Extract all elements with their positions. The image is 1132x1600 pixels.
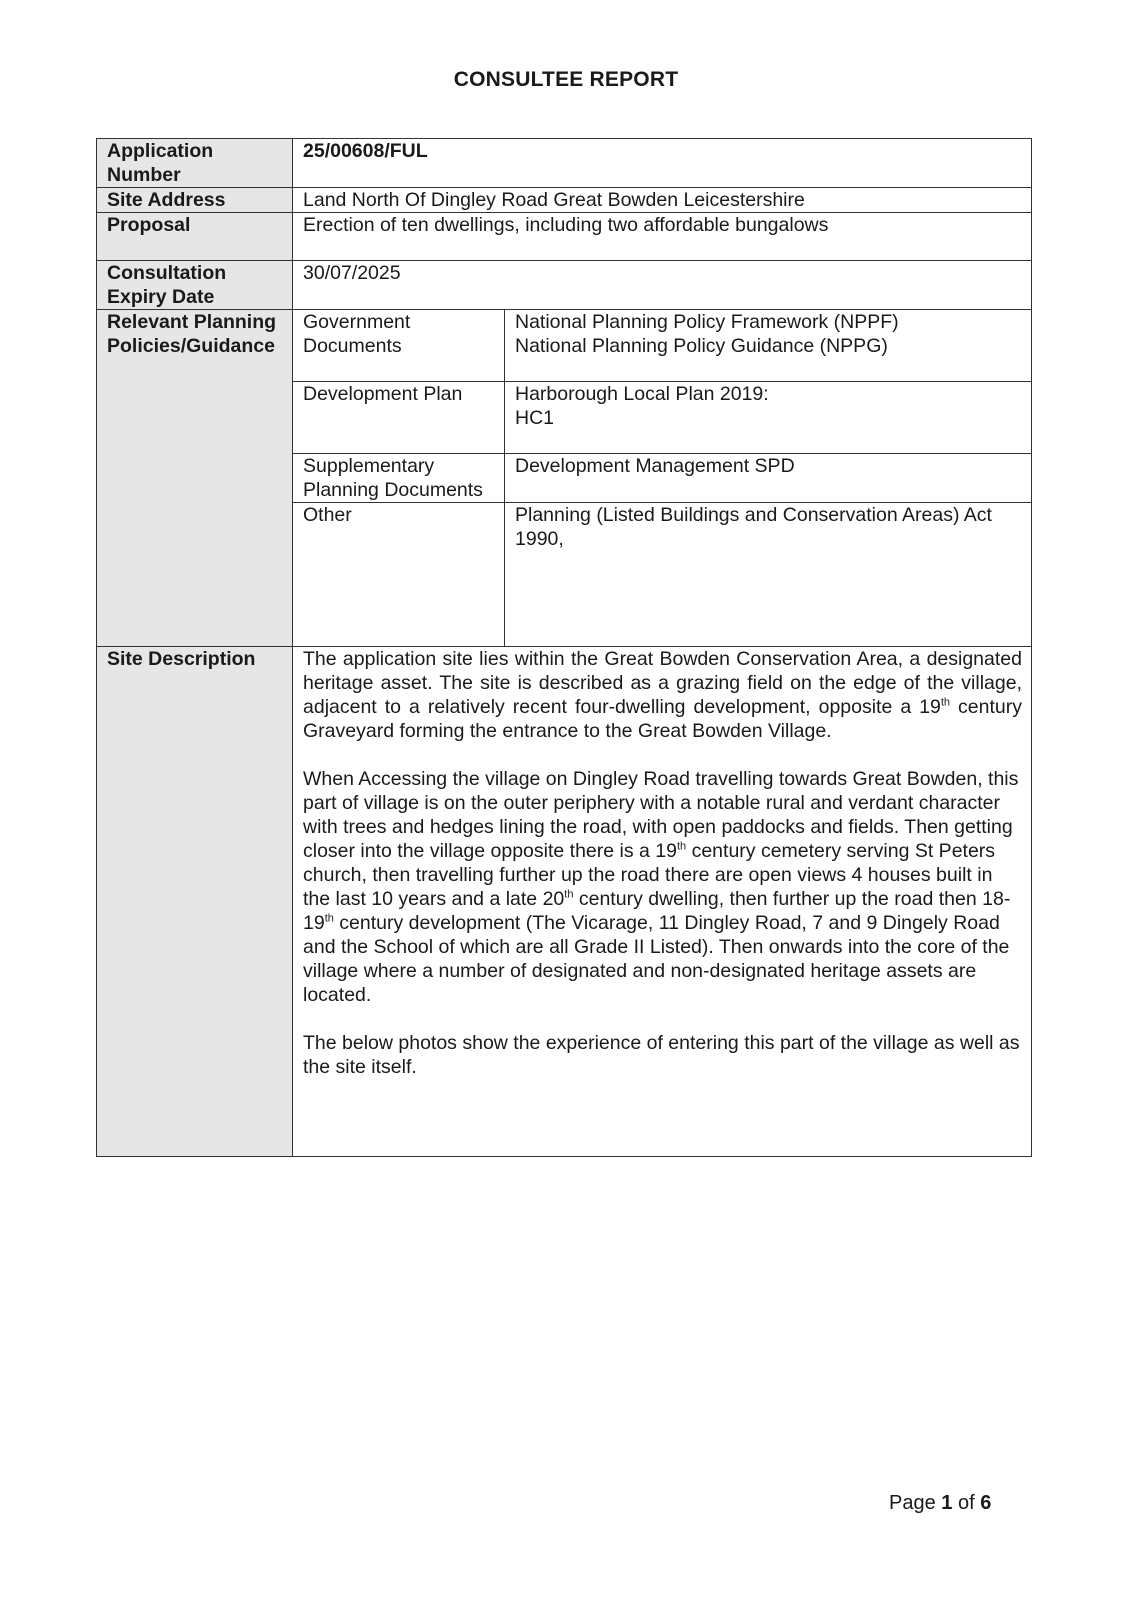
policy-line: National Planning Policy Framework (NPPF) [515, 311, 899, 333]
label-application-number: Application Number [97, 139, 293, 188]
row-site-description [97, 647, 1032, 1157]
policy-category-other: Other [293, 503, 505, 647]
policy-value-spd [505, 454, 1032, 503]
text-run: century cemetery serving St Peters church, then travelling further up the road there are open views 4 houses built in the last 10 years and a late 20 [303, 840, 996, 910]
label-site-description: Site Description [97, 647, 293, 1157]
row-site-address [97, 188, 1032, 213]
value-application-number: 25/00608/FUL [293, 139, 1032, 188]
page-title: CONSULTEE REPORT [453, 68, 679, 91]
row-policy-government [97, 310, 1032, 382]
policy-value-other [505, 503, 1032, 647]
value-consultation-expiry: 30/07/2025 [293, 261, 1032, 310]
page-current: 1 [941, 1492, 953, 1514]
label-site-address: Site Address [97, 188, 293, 213]
row-proposal [97, 213, 1032, 261]
text-run: century Graveyard forming the entrance to the Great Bowden Village. [303, 696, 1022, 742]
policy-line: National Planning Policy Guidance (NPPG) [515, 335, 888, 357]
text-run: century dwelling, then further up the road then 18-19 [303, 888, 1011, 934]
policy-line: Harborough Local Plan 2019: [515, 383, 769, 405]
site-description-paragraph-2 [303, 767, 1022, 1007]
site-description-paragraph-3: The below photos show the experience of entering this part of the village as well as the site itself. [303, 1032, 1020, 1078]
superscript: th [676, 840, 687, 853]
superscript: th [324, 912, 334, 925]
policy-category-spd: Supplementary Planning Documents [293, 454, 505, 503]
site-description-paragraph-1 [303, 647, 1022, 743]
label-policies: Relevant Planning Policies/Guidance [97, 310, 293, 647]
text-run: The application site lies within the Great Bowden Conservation Area, a designated heritage asset. The site is described as a grazing field on the edge of the village, adjacent to a relatively recent four-dwelling development, opposite a 19 [303, 648, 1022, 718]
page-prefix: Page [889, 1492, 936, 1514]
page-of: of [957, 1492, 975, 1514]
value-site-address: Land North Of Dingley Road Great Bowden Leicestershire [293, 188, 1032, 213]
label-consultation-expiry: Consultation Expiry Date [97, 261, 293, 310]
superscript: th [940, 696, 951, 709]
superscript: th [564, 888, 574, 901]
row-consultation-expiry [97, 261, 1032, 310]
value-proposal: Erection of ten dwellings, including two affordable bungalows [293, 213, 1032, 261]
report-table [96, 138, 1032, 1157]
label-proposal: Proposal [97, 213, 293, 261]
policy-category-government: Government Documents [293, 310, 505, 382]
text-run: When Accessing the village on Dingley Road travelling towards Great Bowden, this part of village is on the outer periphery with a notable rural and verdant character with trees and hedges lining the road, with open paddocks and fields. Then getting closer into the village opposite there is a 19 [303, 768, 1019, 862]
page-number [889, 1492, 991, 1515]
value-site-description [293, 647, 1032, 1157]
text-run: century development (The Vicarage, 11 Dingley Road, 7 and 9 Dingely Road and the School of which are all Grade II Listed). Then onwards into the core of the village where a number of designated and non-designated heritage assets are located. [303, 912, 1010, 1006]
policy-line: Development Management SPD [515, 455, 795, 477]
policy-line: Planning (Listed Buildings and Conservation Areas) Act 1990, [515, 504, 992, 550]
policy-line: HC1 [515, 407, 555, 429]
policy-value-government [505, 310, 1032, 382]
policy-category-development-plan: Development Plan [293, 382, 505, 454]
policy-value-development-plan [505, 382, 1032, 454]
row-application-number [97, 139, 1032, 188]
page-total: 6 [980, 1492, 992, 1514]
